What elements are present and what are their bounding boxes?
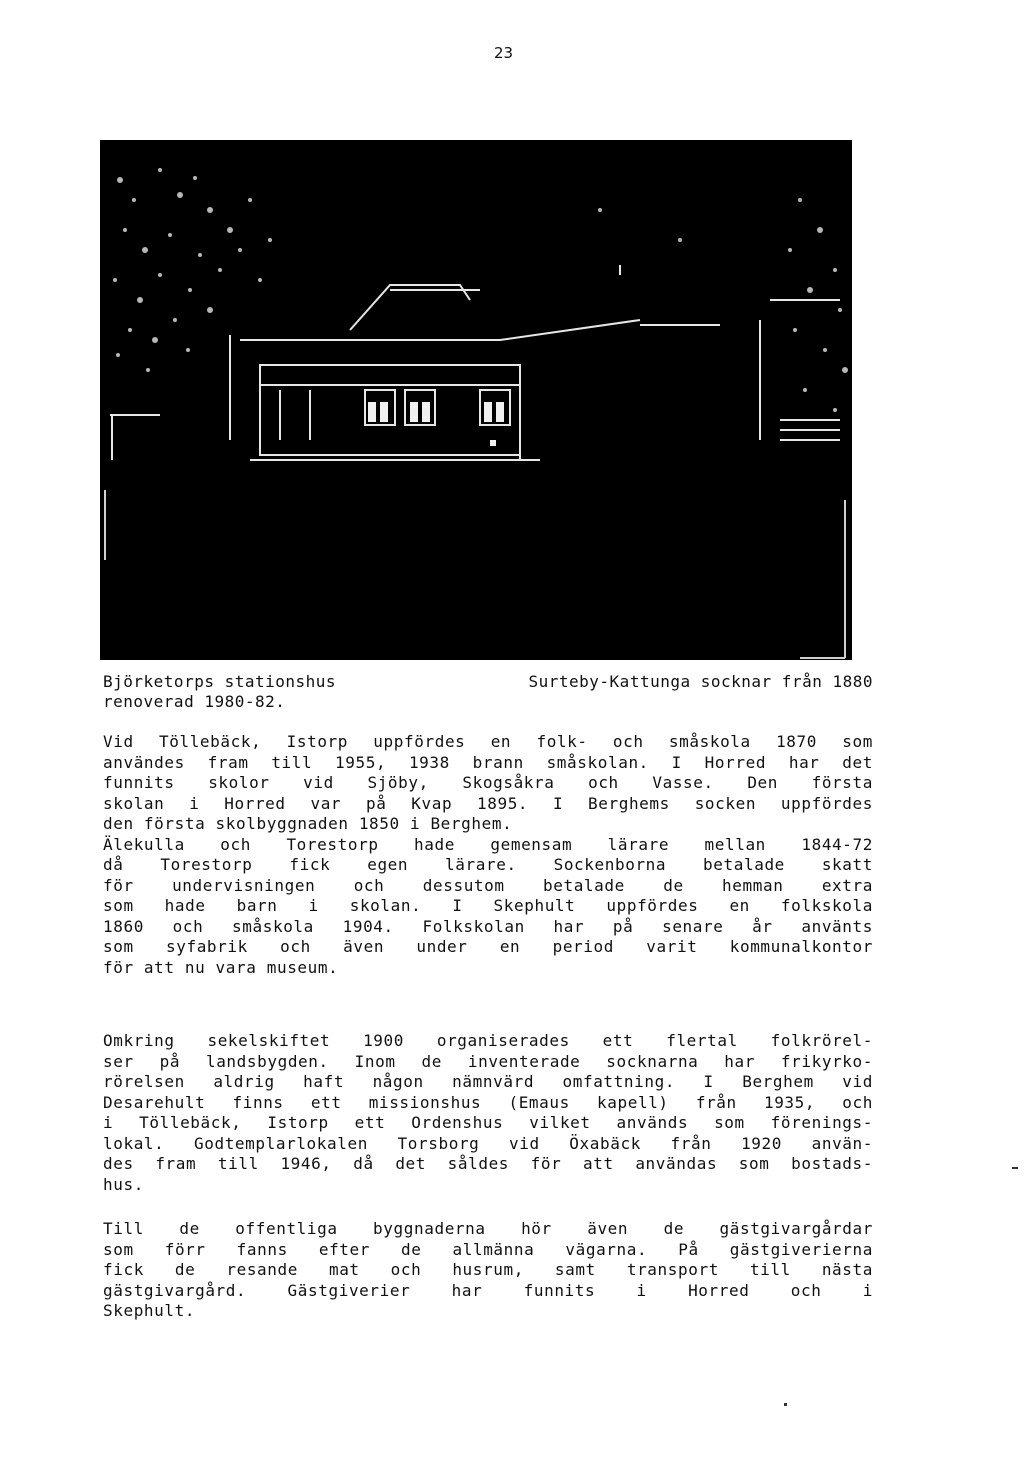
scan-speck (1012, 1167, 1018, 1169)
photo-caption (103, 672, 873, 712)
text-line: des fram till 1946, då det såldes för att användas som bostads- (103, 1154, 873, 1173)
text-line: som hade barn i skolan. I Skephult uppfördes en folkskola (103, 896, 873, 915)
station-house-photo (100, 140, 852, 660)
text-line: som förr fanns efter de allmänna vägarna. På gästgiverierna (103, 1239, 873, 1259)
text-line: hus. (103, 1174, 144, 1194)
text-line: rörelsen aldrig haft någon nämnvärd omfattning. I Berghem vid (103, 1072, 873, 1091)
text-line: Omkring sekelskiftet 1900 organiserades ett flertal folkrörel- (103, 1031, 873, 1050)
text-line: Vid Töllebäck, Istorp uppfördes en folk- och småskola 1870 som (103, 732, 873, 751)
text-line: Skephult. (103, 1301, 196, 1320)
text-line: fick de resande mat och husrum, samt transport till nästa (103, 1260, 873, 1279)
text-line: då Torestorp fick egen lärare. Sockenborna betalade skatt (103, 855, 873, 874)
caption-right: Surteby-Kattunga socknar från 1880 (528, 672, 873, 691)
text-line: lokal. Godtemplarlokalen Torsborg vid Öxabäck från 1920 använ- (103, 1133, 873, 1153)
text-line: ser på landsbygden. Inom de inventerade socknarna har frikyrko- (103, 1051, 873, 1071)
text-line: skolan i Horred var på Kvap 1895. I Berghems socken uppfördes (103, 793, 873, 813)
text-line: funnits skolor vid Sjöby, Skogsåkra och Vasse. Den första (103, 773, 873, 792)
page-number: 23 (494, 44, 514, 62)
text-line: för undervisningen och dessutom betalade de hemman extra (103, 875, 873, 895)
text-line: gästgivargård. Gästgiverier har funnits i Horred och i (103, 1280, 873, 1300)
text-line: som syfabrik och även under en period varit kommunalkontor (103, 937, 873, 956)
text-line: Desarehult finns ett missionshus (Emaus kapell) från 1935, och (103, 1092, 873, 1112)
caption-left: Björketorps stationshus (103, 672, 337, 691)
caption-left-second-line: renoverad 1980-82. (103, 692, 286, 711)
text-line: i Töllebäck, Istorp ett Ordenshus vilket används som förenings- (103, 1113, 873, 1132)
paragraph-schools (103, 732, 873, 978)
text-line: för att nu vara museum. (103, 957, 339, 977)
text-line: den första skolbyggnaden 1850 i Berghem. (103, 814, 513, 833)
scan-speck (784, 1403, 787, 1406)
text-line: Älekulla och Torestorp hade gemensam lärare mellan 1844-72 (103, 834, 873, 854)
text-line: 1860 och småskola 1904. Folkskolan har på senare år använts (103, 916, 873, 936)
text-line: Till de offentliga byggnaderna hör även de gästgivargårdar (103, 1219, 873, 1238)
paragraph-inns (103, 1219, 873, 1322)
paragraph-folk-movements (103, 1031, 873, 1195)
text-line: användes fram till 1955, 1938 brann småskolan. I Horred har det (103, 752, 873, 772)
